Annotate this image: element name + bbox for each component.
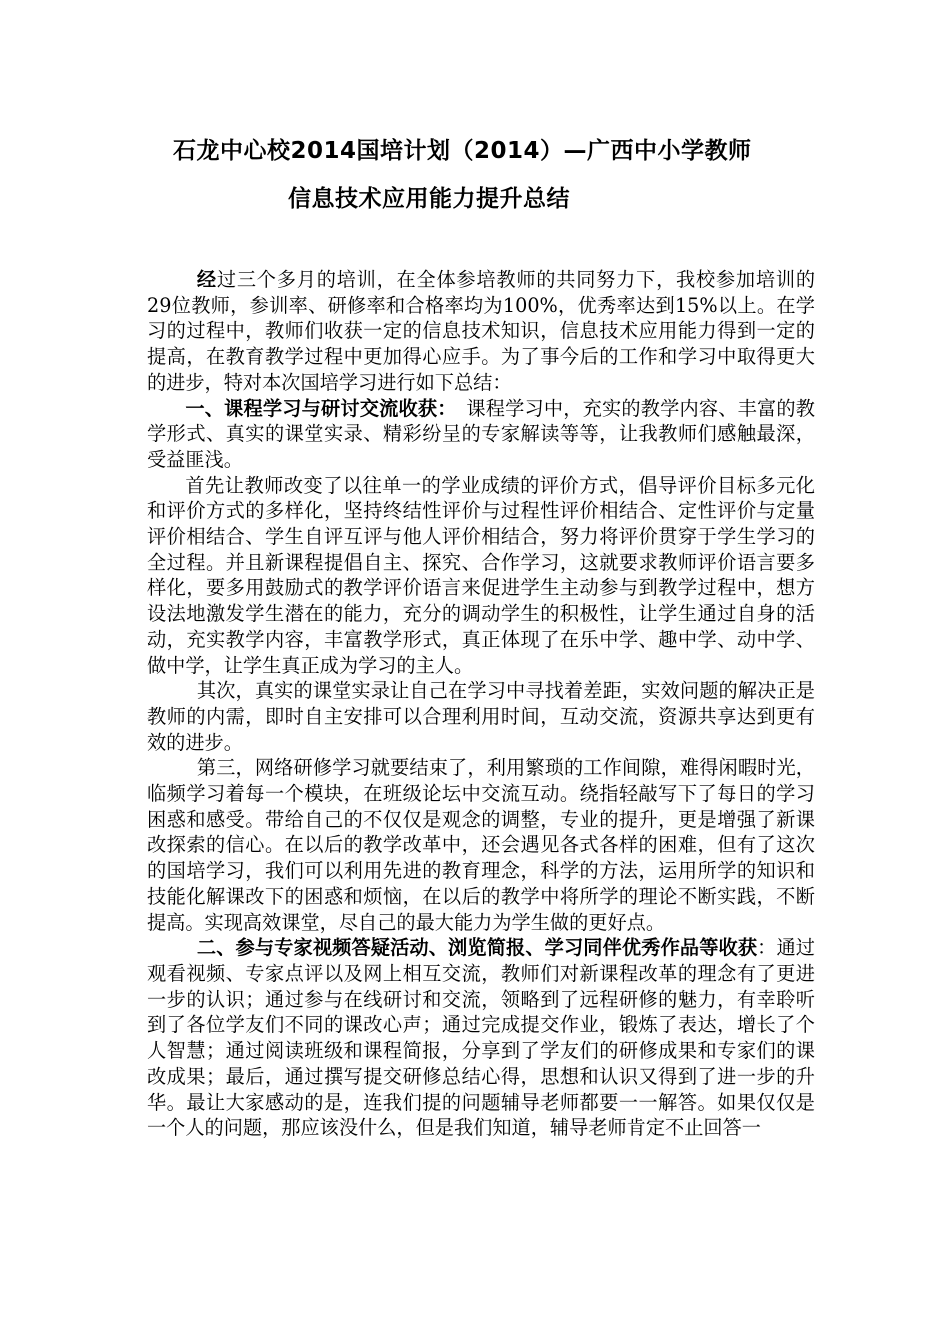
document-title-line-2: 信息技术应用能力提升总结 — [288, 186, 570, 212]
paragraph-third: 第三，网络研修学习就要结束了，利用繁琐的工作间隙，难得闲暇时光，临频学习着每一个模块，在班级论坛中交流互动。绕指轻敲写下了每日的学习困惑和感受。带给自己的不仅仅是观念的调整，专业的提升，更是增强了新课改探索的信心。在以后的教学改革中，还会遇见各式各样的困难，但有了这次的国培学习，我们可以利用先进的教育理念，科学的方法，运用所学的知识和技能化解课改下的困惑和烦恼，在以后的教学中将所学的理论不断实践，不断提高。实现高效课堂，尽自己的最大能力为学生做的更好点。 — [147, 756, 815, 934]
paragraph-second: 其次，真实的课堂实录让自己在学习中寻找着差距，实效问题的解决正是教师的内需，即时自主安排可以合理利用时间，互动交流，资源共享达到更有效的进步。 — [147, 679, 815, 754]
section-1-text: 课程学习中，充实的教学内容、丰富的教学形式、真实的课堂实录、精彩纷呈的专家解读等等，让我教师们感触最深，受益匪浅。 — [147, 396, 815, 471]
section-2-text: ：通过观看视频、专家点评以及网上相互交流，教师们对新课程改革的理念有了更进一步的认识；通过参与在线研讨和交流，领略到了远程研修的魅力，有幸聆听到了各位学友们不同的课改心声；通过完成提交作业，锻炼了表达，增长了个人智慧；通过阅读班级和课程简报，分享到了学友们的研修成果和专家们的课改成果；最后，通过撰写提交研修总结心得，思想和认识又得到了进一步的升华。最让大家感动的是，连我们提的问题辅导老师都要一一解答。如果仅仅是一个人的问题，那应该没什么，但是我们知道，辅导老师肯定不止回答一 — [147, 936, 815, 1140]
intro-lead-character: 经 — [196, 268, 217, 291]
document-body — [147, 267, 815, 1141]
section-2-heading: 二、参与专家视频答疑活动、浏览简报、学习同伴优秀作品等收获 — [196, 936, 758, 960]
section-1-paragraph — [147, 396, 815, 473]
paragraph-first: 首先让教师改变了以往单一的学业成绩的评价方式，倡导评价目标多元化和评价方式的多样化，坚持终结性评价与过程性评价相结合、定性评价与定量评价相结合、学生自评互评与他人评价相结合，努力将评价贯穿于学生学习的全过程。并且新课程提倡自主、探究、合作学习，这就要求教师评价语言要多样化，要多用鼓励式的教学评价语言来促进学生主动参与到教学过程中，想方设法地激发学生潜在的能力，充分的调动学生的积极性，让学生通过自身的活动，充实教学内容，丰富教学形式，真正体现了在乐中学、趣中学、动中学、做中学，让学生真正成为学习的主人。 — [147, 473, 815, 677]
document-title-line-1: 石龙中心校2014国培计划（2014）—广西中小学教师 — [173, 138, 752, 164]
section-2-paragraph — [147, 935, 815, 1141]
intro-paragraph — [147, 267, 815, 396]
intro-paragraph-text: 过三个多月的培训，在全体参培教师的共同努力下，我校参加培训的29位教师，参训率、研修率和合格率均为100%，优秀率达到15%以上。在学习的过程中，教师们收获一定的信息技术知识，信息技术应用能力得到一定的提高，在教育教学过程中更加得心应手。为了事今后的工作和学习中取得更大的进步，特对本次国培学习进行如下总结： — [147, 268, 816, 394]
section-1-heading: 一、课程学习与研讨交流收获： — [185, 396, 448, 420]
